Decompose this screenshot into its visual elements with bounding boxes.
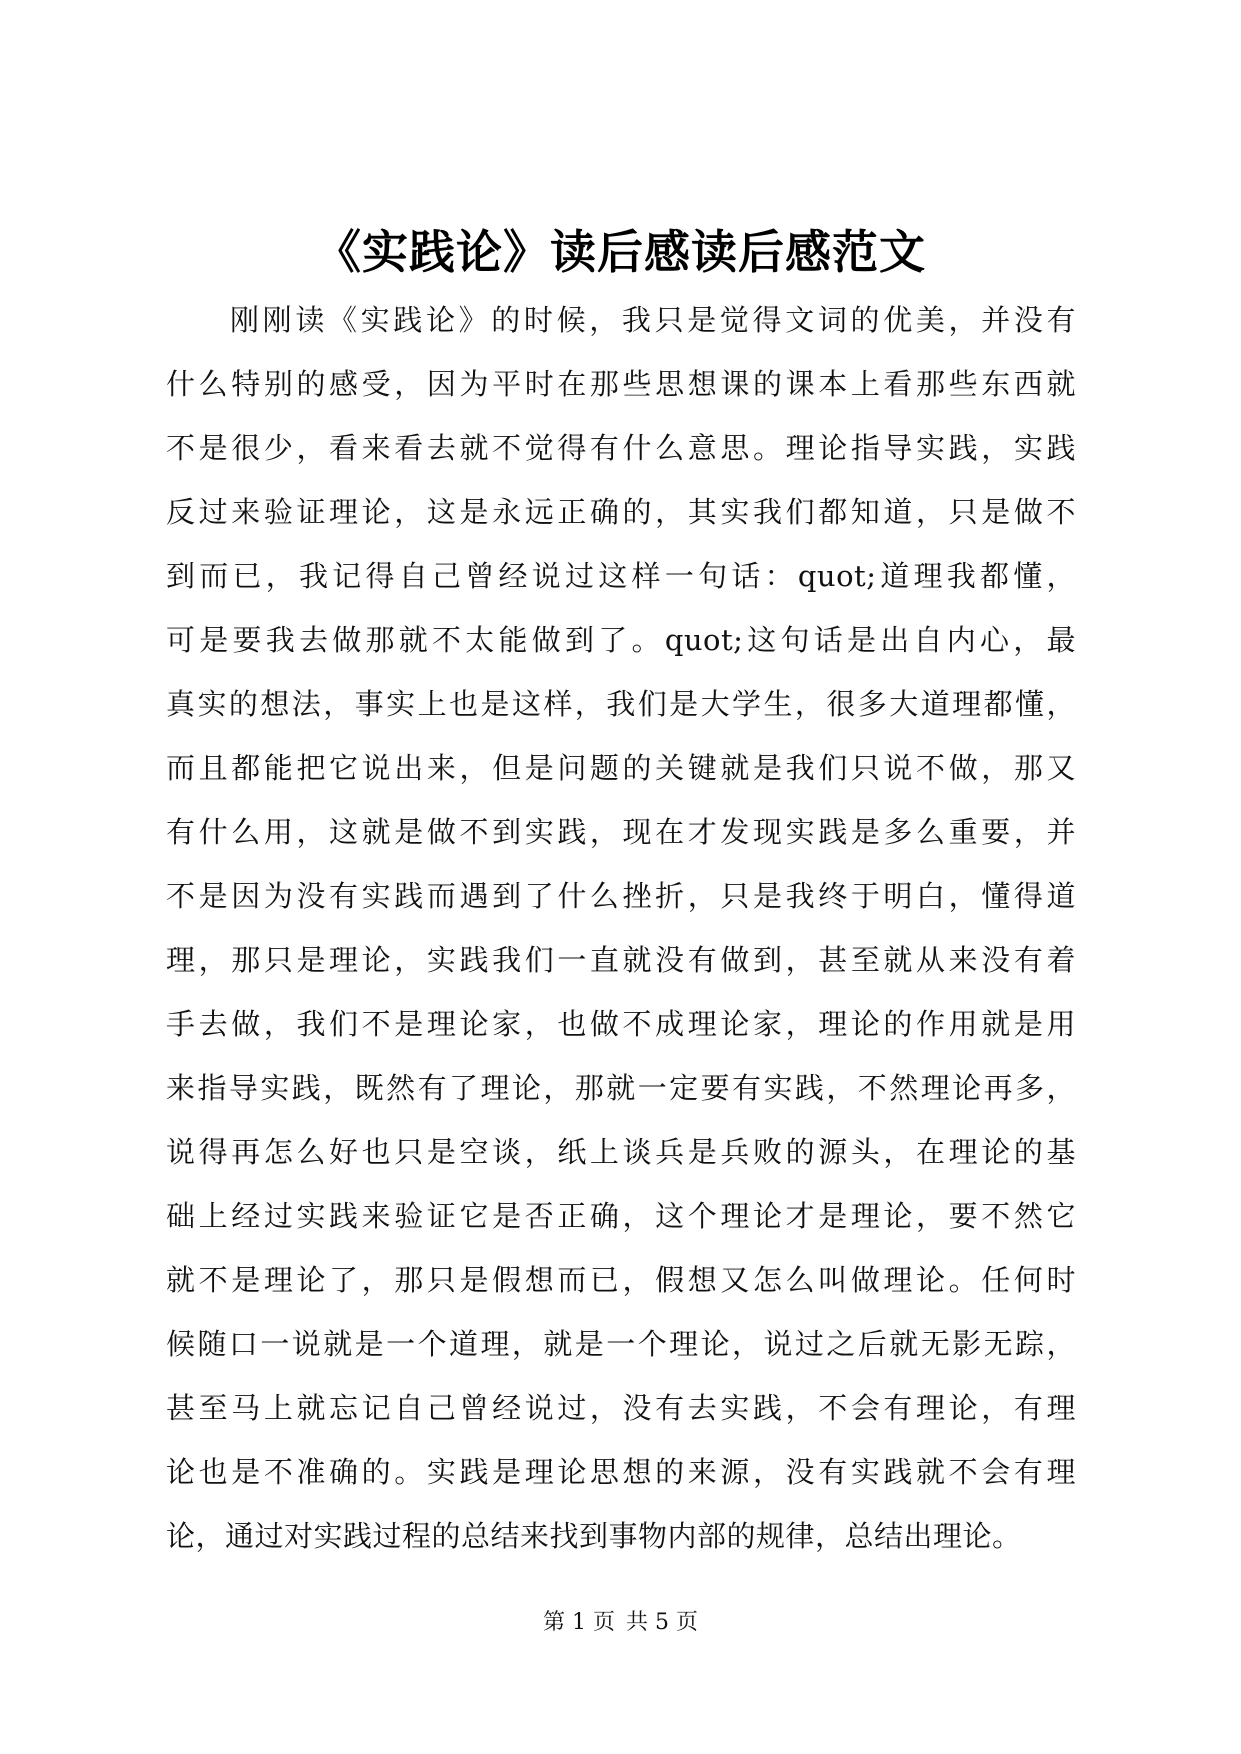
body-line: 不是很少，看来看去就不觉得有什么意思。理论指导实践，实践 xyxy=(166,431,1076,465)
page-number: 第 1 页 xyxy=(543,1610,615,1635)
body-line: 础上经过实践来验证它是否正确，这个理论才是理论，要不然它 xyxy=(166,1199,1076,1233)
body-line: 可是要我去做那就不太能做到了。quot;这句话是出自内心，最 xyxy=(166,623,1076,657)
body-line: 候随口一说就是一个道理，就是一个理论，说过之后就无影无踪， xyxy=(166,1327,1076,1361)
body-line: 反过来验证理论，这是永远正确的，其实我们都知道，只是做不 xyxy=(166,495,1076,529)
body-line: 说得再怎么好也只是空谈，纸上谈兵是兵败的源头，在理论的基 xyxy=(166,1135,1076,1169)
page-footer xyxy=(0,1608,1241,1638)
body-line: 论也是不准确的。实践是理论思想的来源，没有实践就不会有理 xyxy=(166,1455,1076,1489)
body-line: 有什么用，这就是做不到实践，现在才发现实践是多么重要，并 xyxy=(166,815,1076,849)
body-line: 刚刚读《实践论》的时候，我只是觉得文词的优美，并没有 xyxy=(230,303,1076,337)
body-line: 到而已，我记得自己曾经说过这样一句话：quot;道理我都懂， xyxy=(166,559,1076,593)
body-line: 论，通过对实践过程的总结来找到事物内部的规律，总结出理论。 xyxy=(166,1519,1022,1553)
body-line: 就不是理论了，那只是假想而已，假想又怎么叫做理论。任何时 xyxy=(166,1263,1076,1297)
body-line: 理，那只是理论，实践我们一直就没有做到，甚至就从来没有着 xyxy=(166,943,1076,977)
body-line: 甚至马上就忘记自己曾经说过，没有去实践，不会有理论，有理 xyxy=(166,1391,1076,1425)
body-line: 什么特别的感受，因为平时在那些思想课的课本上看那些东西就 xyxy=(166,367,1076,401)
body-line: 真实的想法，事实上也是这样，我们是大学生，很多大道理都懂， xyxy=(166,687,1076,721)
page-total: 共 5 页 xyxy=(626,1610,698,1635)
body-line: 不是因为没有实践而遇到了什么挫折，只是我终于明白，懂得道 xyxy=(166,879,1076,913)
document-body xyxy=(166,288,1076,1568)
body-line: 来指导实践，既然有了理论，那就一定要有实践，不然理论再多， xyxy=(166,1071,1076,1105)
body-line: 而且都能把它说出来，但是问题的关键就是我们只说不做，那又 xyxy=(166,751,1076,785)
document-title: 《实践论》读后感读后感范文 xyxy=(315,225,926,279)
body-line: 手去做，我们不是理论家，也做不成理论家，理论的作用就是用 xyxy=(166,1007,1076,1041)
